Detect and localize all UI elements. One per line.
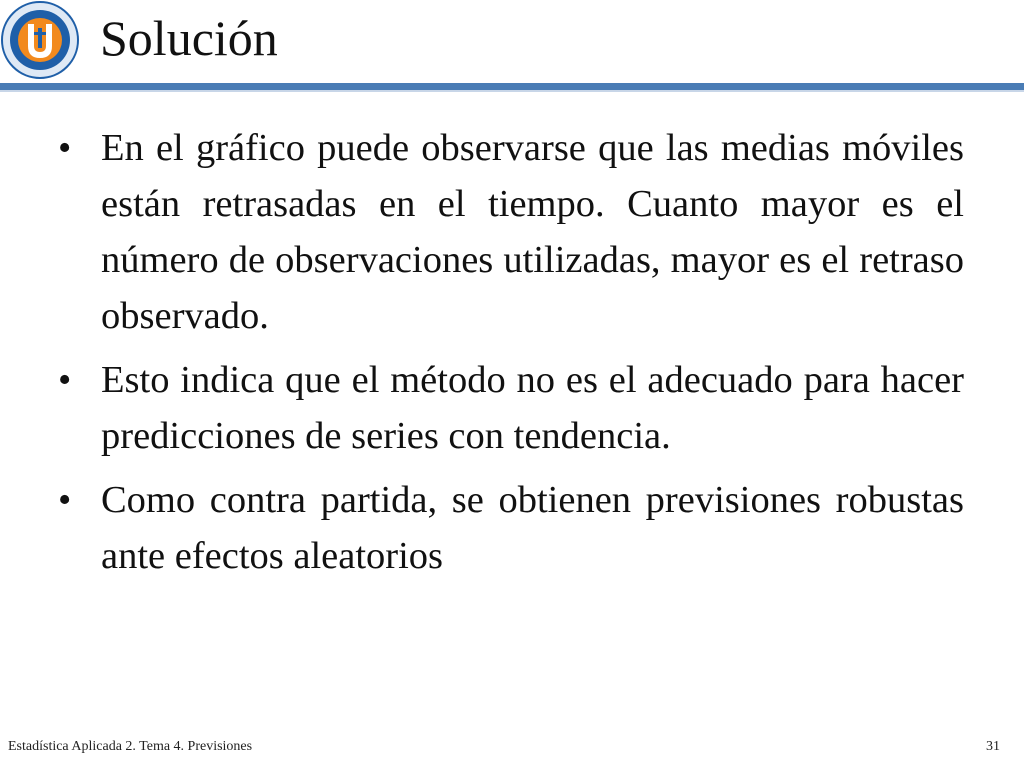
slide-title: Solución xyxy=(100,10,278,66)
bullet-icon: • xyxy=(58,359,72,401)
bullet-text: Esto indica que el método no es el adecuado para hacer predicciones de series con tendencia. xyxy=(101,359,964,457)
bullet-icon: • xyxy=(58,127,72,169)
bullet-item xyxy=(56,352,964,464)
title-divider xyxy=(0,83,1024,90)
bullet-text: En el gráfico puede observarse que las medias móviles están retrasadas en el tiempo. Cuanto mayor es el número de observaciones utilizadas, mayor es el retraso observado. xyxy=(101,127,964,337)
bullet-item xyxy=(56,120,964,344)
bullet-text: Como contra partida, se obtienen previsiones robustas ante efectos aleatorios xyxy=(101,479,964,577)
bullet-icon: • xyxy=(58,479,72,521)
footer-page-number: 31 xyxy=(986,739,1000,754)
university-seal-icon xyxy=(0,0,80,80)
bullet-item xyxy=(56,472,964,584)
bullet-list xyxy=(56,120,964,592)
university-logo xyxy=(0,0,80,80)
title-divider-shadow xyxy=(0,90,1024,92)
footer-course-title: Estadística Aplicada 2. Tema 4. Previsiones xyxy=(8,739,253,754)
